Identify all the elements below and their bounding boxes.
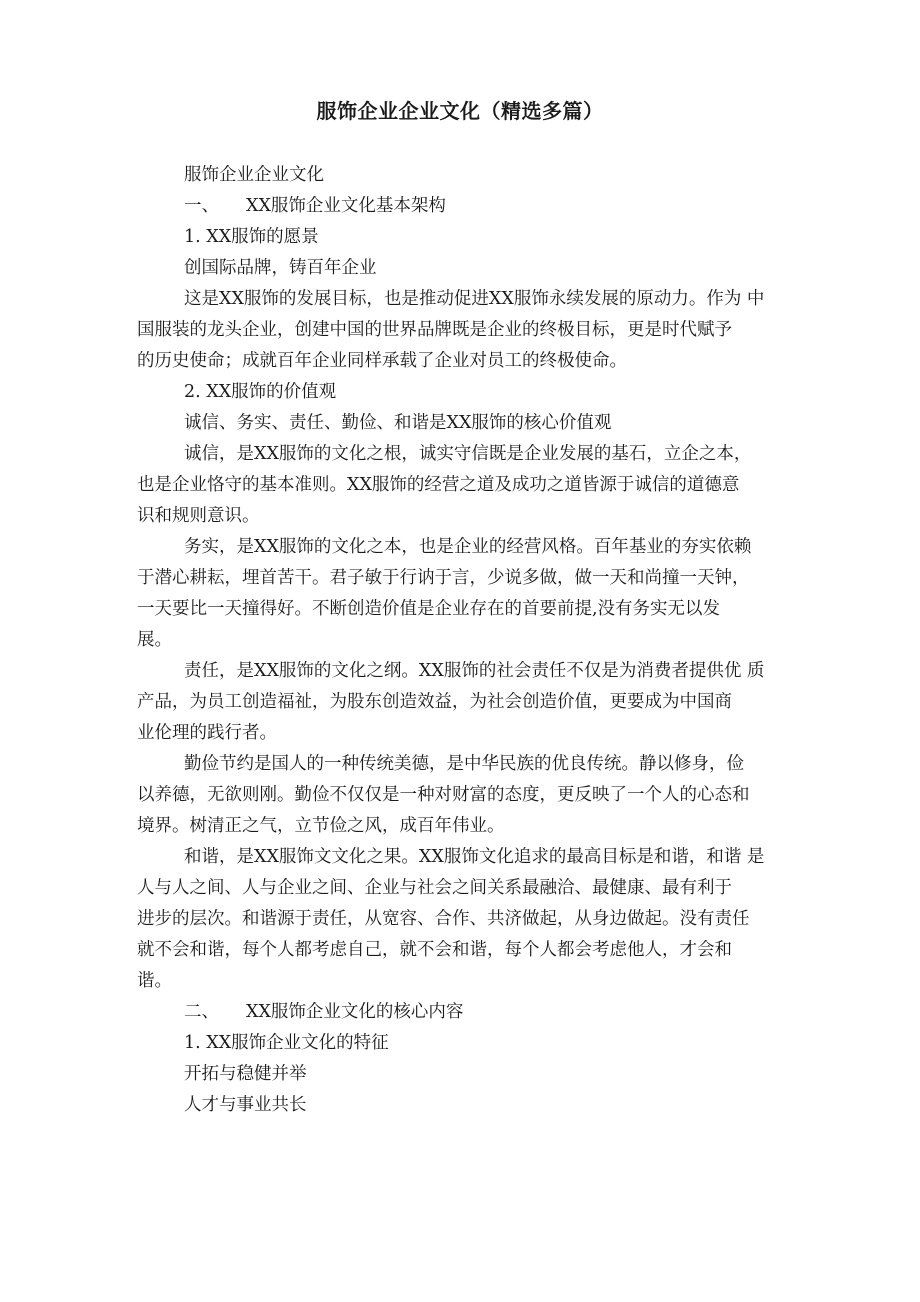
text-line: 的历史使命；成就百年企业同样承载了企业对员工的终极使命。: [137, 351, 627, 371]
text-line: 产品，为员工创造福祉，为股东创造效益，为社会创造价值，更要成为中国商: [137, 692, 732, 712]
document-title: 服饰企业企业文化（精选多篇）: [316, 99, 604, 123]
text-line: 责任，是XX服饰的文化之纲。XX服饰的社会责任不仅是为消费者提供优 质: [184, 661, 765, 681]
text-line: 诚信、务实、责任、勤俭、和谐是XX服饰的核心价值观: [184, 413, 612, 433]
section-title: XX服饰企业文化基本架构: [246, 196, 446, 216]
text-line: 境界。树清正之气，立节俭之风，成百年伟业。: [137, 816, 505, 836]
text-line: 一天要比一天撞得好。不断创造价值是企业存在的首要前提,没有务实无以发: [137, 599, 721, 619]
text-line: 勤俭节约是国人的一种传统美德，是中华民族的优良传统。静以修身，俭: [184, 754, 744, 774]
text-line: 就不会和谐，每个人都考虑自己，就不会和谐，每个人都会考虑他人，才会和: [137, 940, 732, 960]
text-line: 服饰企业企业文化: [184, 165, 324, 185]
text-line: 业伦理的践行者。: [137, 723, 277, 743]
text-line: 进步的层次。和谐源于责任，从宽容、合作、共济做起，从身边做起。没有责任: [137, 909, 750, 929]
section-heading: [137, 191, 785, 222]
text-line: 1. XX服饰的愿景: [184, 227, 319, 247]
text-line: 诚信，是XX服饰的文化之根，诚实守信既是企业发展的基石，立企之本，: [184, 444, 752, 464]
text-line: 人才与事业共长: [184, 1095, 307, 1115]
document-body: [137, 160, 785, 1121]
text-line: 务实，是XX服饰的文化之本，也是企业的经营风格。百年基业的夯实依赖: [184, 537, 752, 557]
text-line: 以养德，无欲则刚。勤俭不仅仅是一种对财富的态度，更反映了一个人的心态和: [137, 785, 750, 805]
text-line: 这是XX服饰的发展目标，也是推动促进XX服饰永续发展的原动力。作为 中: [184, 289, 765, 309]
text-line: 也是企业恪守的基本准则。XX服饰的经营之道及成功之道皆源于诚信的道德意: [137, 475, 740, 495]
section-heading: [137, 997, 785, 1028]
text-line: 展。: [137, 630, 172, 650]
section-title: XX服饰企业文化的核心内容: [246, 1002, 464, 1022]
text-line: 和谐，是XX服饰文文化之果。XX服饰文化追求的最高目标是和谐，和谐 是: [184, 847, 765, 867]
text-line: 2. XX服饰的价值观: [184, 382, 337, 402]
text-line: 国服装的龙头企业，创建中国的世界品牌既是企业的终极目标，更是时代赋予: [137, 320, 732, 340]
text-line: 开拓与稳健并举: [184, 1064, 307, 1084]
text-line: 人与人之间、人与企业之间、企业与社会之间关系最融洽、最健康、最有利于: [137, 878, 732, 898]
section-number: 一、: [184, 196, 219, 216]
text-line: 谐。: [137, 971, 172, 991]
text-line: 创国际品牌，铸百年企业: [184, 258, 377, 278]
text-line: 1. XX服饰企业文化的特征: [184, 1033, 389, 1053]
text-line: 于潜心耕耘，埋首苦干。君子敏于行讷于言，少说多做，做一天和尚撞一天钟，: [137, 568, 750, 588]
section-number: 二、: [184, 1002, 219, 1022]
text-line: 识和规则意识。: [137, 506, 260, 526]
